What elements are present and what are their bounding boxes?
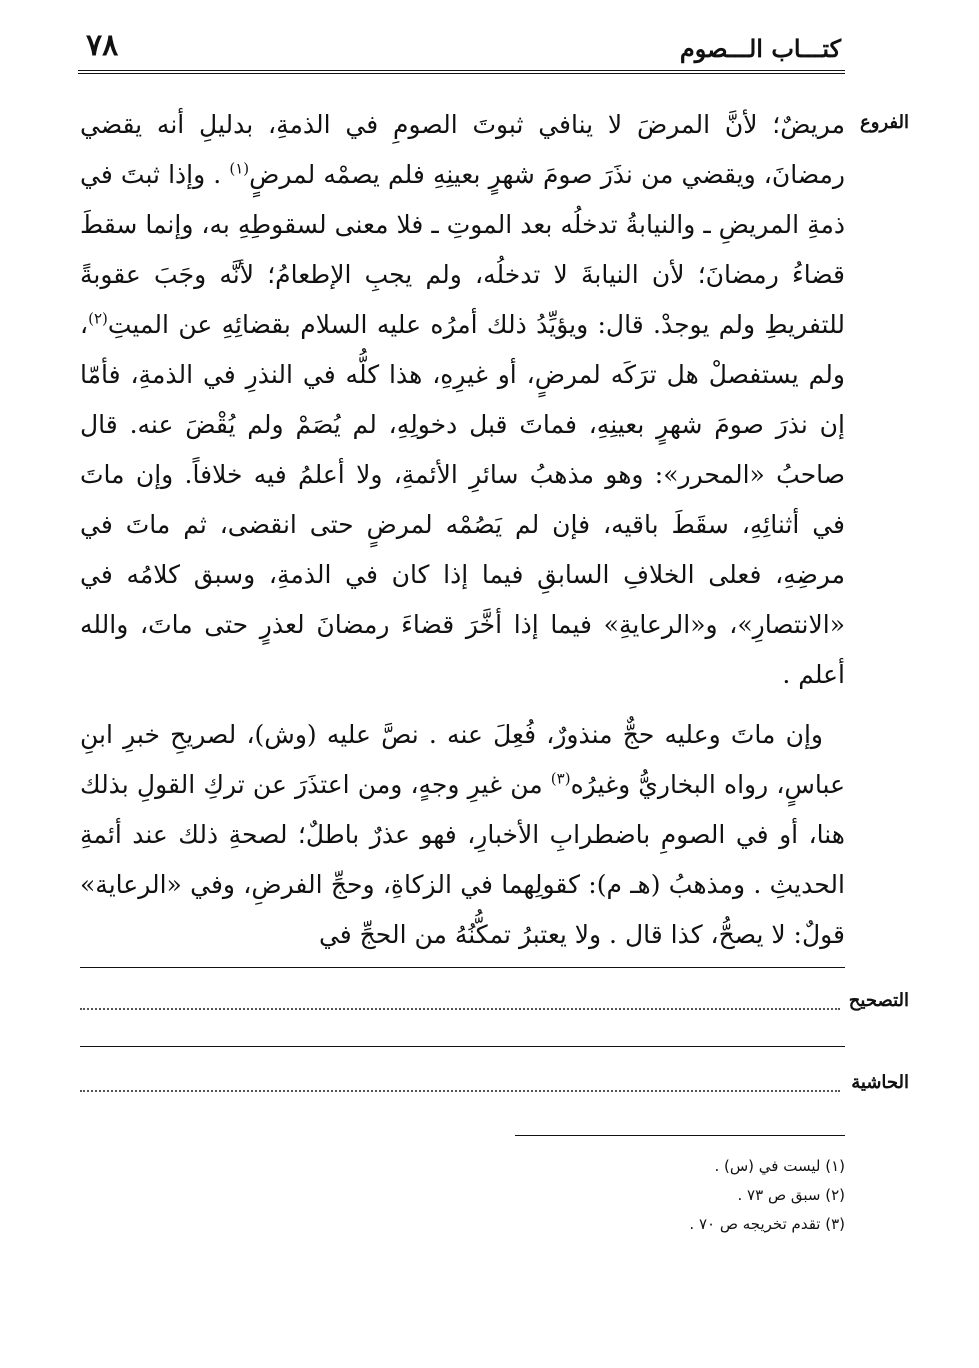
paragraph-1 — [80, 100, 845, 700]
footnote-rule — [515, 1135, 845, 1136]
paragraph-2 — [80, 710, 845, 960]
paragraph-2-part-b: من غيرِ وجهٍ، ومن اعتذَرَ عن تركِ القولِ بذلك هنا، أو في الصومِ باضطرابِ الأخبارِ، فهو عذرٌ باطلٌ؛ لصحةِ ذلك عند أئمةِ الحديثِ . ومذهبُ (هـ م): كقولِهما في الزكاةِ، وحجِّ الفرضِ، وفي «الرعاية» قولٌ: لا يصحُّ، كذا قال . ولا يعتبرُ تمكُّنُهُ من الحجِّ في — [80, 770, 845, 949]
paragraph-2-part-a: وإن ماتَ وعليه حجٌّ منذورٌ، فُعِلَ عنه . نصَّ عليه (وش)، لصريحِ خبرِ ابنِ عباسٍ، رواه البخاريُّ وغيرُه — [80, 720, 845, 799]
footnote-2: (٢) سبق ص ٧٣ . — [737, 1186, 845, 1204]
gloss-dotted-line — [80, 1090, 840, 1092]
paragraph-1-part-c: ، ولم يستفصلْ هل ترَكَه لمرضٍ، أو غيرِهِ، هذا كلُّه في النذرِ في الذمةِ، فأمّا إن نذرَ صومَ شهرٍ بعينِهِ، فماتَ قبل دخولِهِ، لم يُصَمْ ولم يُقْضَ عنه. قال صاحبُ «المحرر»: وهو مذهبُ سائرِ الأئمةِ، ولا أعلمُ فيه خلافاً. وإن ماتَ في أثنائِهِ، سقَطَ باقيه، فإن لم يَصُمْه لمرضٍ حتى انقضى، ثم ماتَ في مرضِهِ، فعلى الخلافِ السابقِ فيما إذا كان في الذمةِ، وسبق كلامُه في «الانتصارِ»، و«الرعايةِ» فيما إذا أخَّرَ قضاءَ رمضانَ لعذرٍ حتى ماتَ، والله أعلم . — [80, 310, 845, 689]
header-rule — [78, 70, 845, 74]
paragraph-1-part-a: مريضٌ؛ لأنَّ المرضَ لا ينافي ثبوتَ الصومِ في الذمةِ، بدليلِ أنه يقضي رمضانَ، ويقضي من نذَرَ صومَ شهرٍ بعينِهِ فلم يصمْه لمرضٍ — [80, 110, 846, 189]
running-title: كتـــاب الـــصوم — [679, 34, 841, 63]
margin-label-gloss: الحاشية — [851, 1072, 909, 1093]
margin-label-section: الفروع — [860, 112, 909, 133]
correction-top-rule — [80, 967, 845, 968]
page-number: ٧٨ — [86, 28, 119, 63]
footnote-3: (٣) تقدم تخريجه ص ٧٠ . — [689, 1215, 845, 1233]
paragraph-1-part-b: . وإذا ثبتَ في ذمةِ المريضِ ـ والنيابةُ تدخلُه بعد الموتِ ـ فلا معنى لسقوطِهِ به، وإنما سقطَ قضاءُ رمضانَ؛ لأن النيابةَ لا تدخلُه، ولم يجبِ الإطعامُ؛ لأنَّه وجَبَ عقوبةً للتفريطِ ولم يوجدْ. قال: ويؤيِّدُ ذلك أمرُه عليه السلام بقضائِهِ عن الميتِ — [80, 160, 845, 339]
footnote-ref-3: (٣) — [550, 769, 571, 788]
footnote-ref-2: (٢) — [88, 309, 108, 328]
margin-label-correction: التصحيح — [848, 990, 909, 1011]
main-text — [80, 100, 845, 960]
gloss-top-rule — [80, 1046, 845, 1047]
footnotes — [245, 1152, 845, 1239]
footnote-1: (١) ليست في (س) . — [714, 1157, 845, 1175]
footnote-ref-1: (١) — [229, 159, 250, 178]
correction-dotted-line — [80, 1008, 840, 1010]
